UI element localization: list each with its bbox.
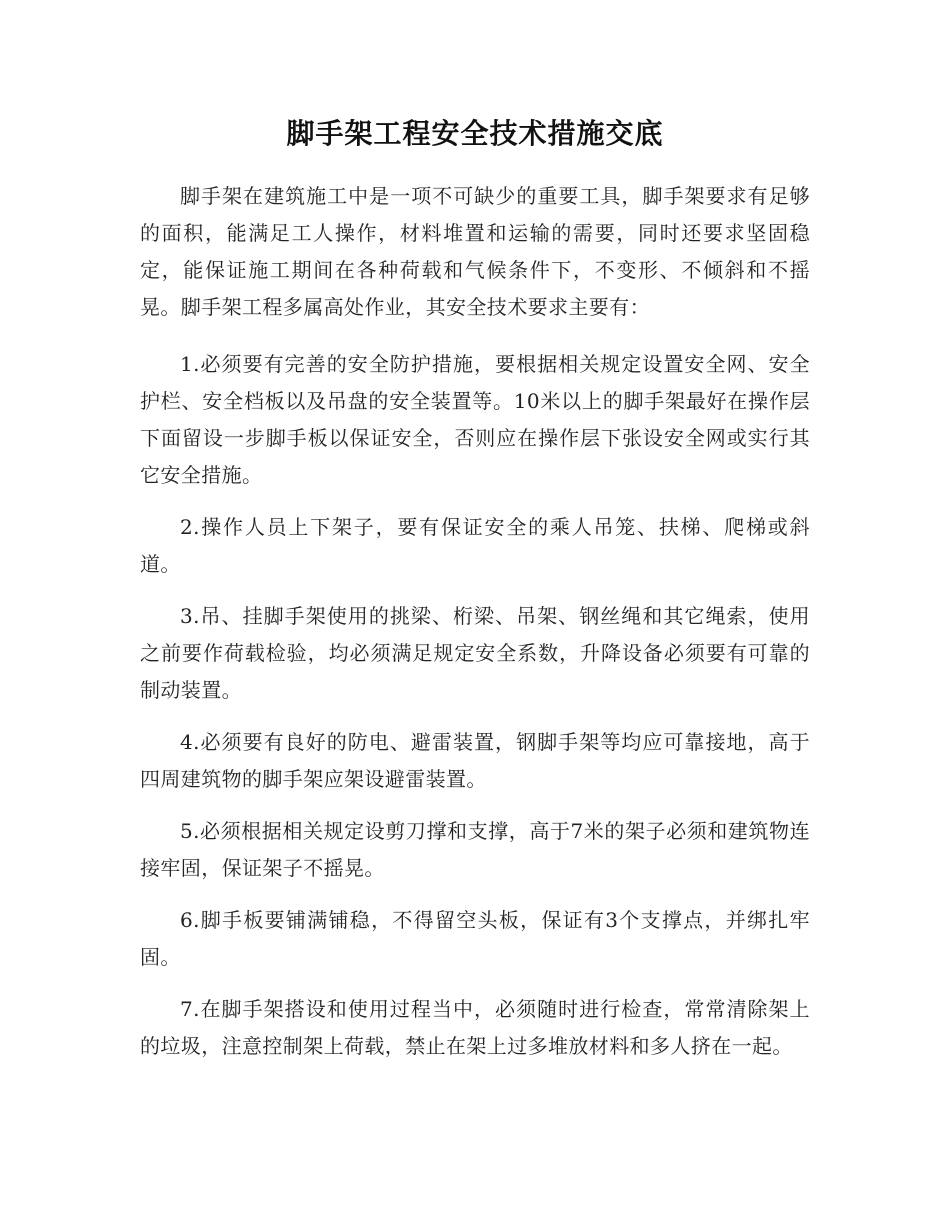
requirement-item-1: 1.必须要有完善的安全防护措施，要根据相关规定设置安全网、安全护栏、安全档板以及吊盘的安全装置等。10米以上的脚手架最好在操作层下面留设一步脚手板以保证安全，否则应在操作层下张设安全网或实行其它安全措施。	[140, 352, 810, 487]
intro-paragraph: 脚手架在建筑施工中是一项不可缺少的重要工具，脚手架要求有足够的面积，能满足工人操作，材料堆置和运输的需要，同时还要求坚固稳定，能保证施工期间在各种荷载和气候条件下，不变形、不倾斜和不摇晃。脚手架工程多属高处作业，其安全技术要求主要有：	[140, 184, 810, 319]
requirement-item-4: 4.必须要有良好的防电、避雷装置，钢脚手架等均应可靠接地，高于四周建筑物的脚手架应架设避雷装置。	[140, 730, 810, 791]
document-title: 脚手架工程安全技术措施交底	[286, 117, 664, 150]
requirement-item-7: 7.在脚手架搭设和使用过程当中，必须随时进行检查，常常清除架上的垃圾，注意控制架上荷载，禁止在架上过多堆放材料和多人挤在一起。	[140, 997, 810, 1058]
requirement-item-2: 2.操作人员上下架子，要有保证安全的乘人吊笼、扶梯、爬梯或斜道。	[140, 515, 810, 576]
requirement-item-5: 5.必须根据相关规定设剪刀撑和支撑，高于7米的架子必须和建筑物连接牢固，保证架子不摇晃。	[140, 819, 810, 880]
requirement-item-3: 3.吊、挂脚手架使用的挑梁、桁梁、吊架、钢丝绳和其它绳索，使用之前要作荷载检验，均必须满足规定安全系数，升降设备必须要有可靠的制动装置。	[140, 604, 810, 702]
requirement-item-6: 6.脚手板要铺满铺稳，不得留空头板，保证有3个支撑点，并绑扎牢固。	[140, 908, 810, 969]
